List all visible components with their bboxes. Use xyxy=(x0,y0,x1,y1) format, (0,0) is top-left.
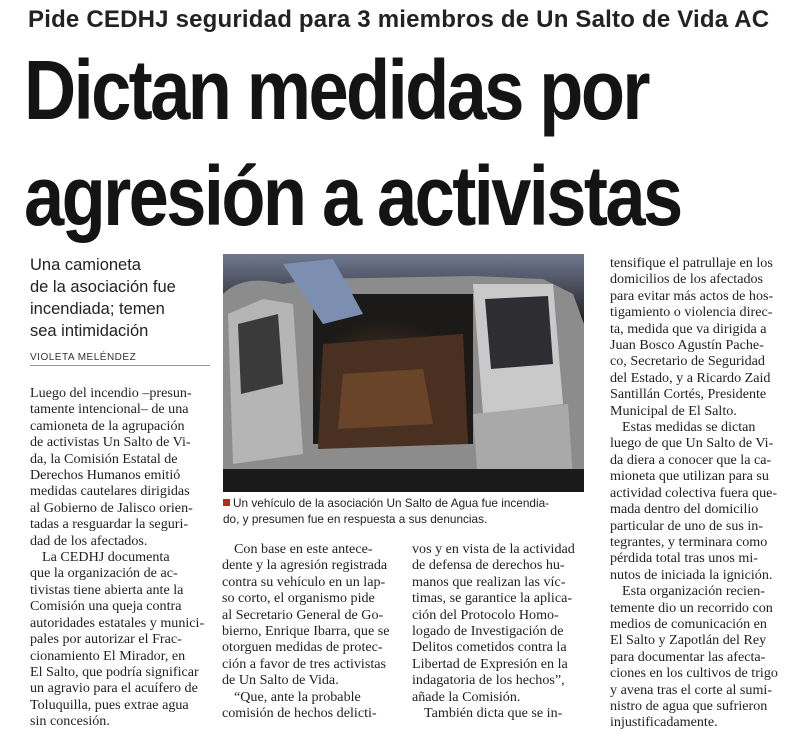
text-line: “Que, ante la probable xyxy=(234,688,361,705)
caption-line: Un vehículo de la asociación Un Salto de Agua fue incendia- xyxy=(223,495,593,511)
text-line: manos que realizan las víc- xyxy=(412,573,566,590)
text-line: indagatoria de los hechos”, xyxy=(412,672,565,689)
text-line: actividad colectiva fuera que- xyxy=(610,484,778,501)
text-line: medidas cautelares dirigidas xyxy=(30,483,190,500)
text-line: pérdida total tras unos mi- xyxy=(610,550,758,567)
caption-line: do, y presumen fue en respuesta a sus denuncias. xyxy=(223,512,488,526)
text-line: para evitar más actos de hos- xyxy=(610,287,774,304)
text-line: ción del Protocolo Homo- xyxy=(412,606,559,623)
text-line: Estas medidas se dictan xyxy=(622,419,756,436)
byline: VIOLETA MELÉNDEZ xyxy=(30,352,210,366)
text-line: nutos de iniciada la ignición. xyxy=(610,566,773,583)
subhead-line: de la asociación fue xyxy=(30,278,176,296)
text-line: La CEDHJ documenta xyxy=(42,549,170,566)
text-line: domicilios de los afectados xyxy=(610,271,764,288)
subhead-line: Una camioneta xyxy=(30,256,141,274)
text-line: medios de comunicación en xyxy=(610,615,767,632)
text-line: injustificadamente. xyxy=(610,714,718,731)
text-line: Con base en este antece- xyxy=(234,541,373,557)
text-line: mada dentro del domicilio xyxy=(610,501,759,518)
text-line: nistro de agua que sufrieron xyxy=(610,697,768,714)
text-line: luego de que Un Salto de Vi- xyxy=(610,435,774,452)
text-line: sin concesión. xyxy=(30,713,110,730)
text-line: El Salto y Zapotlán del Rey xyxy=(610,632,767,649)
text-line: de defensa de derechos hu- xyxy=(412,557,565,574)
text-line: autoridades estatales y munici- xyxy=(30,614,205,631)
headline-line-2: agresión a activistas xyxy=(24,149,681,243)
text-line: Luego del incendio –presun- xyxy=(30,385,192,401)
text-line: añade la Comisión. xyxy=(412,688,521,705)
text-line: otorguen medidas de protec- xyxy=(222,639,383,656)
text-line: camioneta de la agrupación xyxy=(30,417,185,434)
text-line: Libertad de Expresión en la xyxy=(412,655,568,672)
text-line: co, Secretario de Seguridad xyxy=(610,353,765,370)
text-line: Toluquilla, pues extrae agua xyxy=(30,696,189,713)
article-column-2 xyxy=(222,541,390,721)
text-line: del Estado, y a Ricardo Zaid xyxy=(610,369,771,386)
text-line: que la organización de ac- xyxy=(30,565,178,582)
text-line: un agravio para el acuífero de xyxy=(30,680,198,697)
headline-line-1: Dictan medidas por xyxy=(24,43,648,137)
text-line: timas, se garantice la aplica- xyxy=(412,590,573,607)
text-line: tegrantes, y terminara como xyxy=(610,533,768,550)
text-line: para documentar las afecta- xyxy=(610,648,766,665)
text-line: Esta organización recien- xyxy=(622,583,765,600)
text-line: Municipal de El Salto. xyxy=(610,402,737,419)
text-line: Delitos cometidos contra la xyxy=(412,639,567,656)
subhead-line: sea intimidación xyxy=(30,322,149,340)
text-line: tamente intencional– de una xyxy=(30,401,189,418)
text-line: tadas a resguardar la seguri- xyxy=(30,516,189,533)
text-line: vos y en vista de la actividad xyxy=(412,541,575,557)
article-column-3 xyxy=(412,541,575,721)
text-line: logado de Investigación de xyxy=(412,623,564,640)
text-line: da diera a conocer que la ca- xyxy=(610,451,772,468)
text-line: particular de uno de sus in- xyxy=(610,517,764,534)
text-line: tivistas tiene abierta ante la xyxy=(30,581,184,598)
text-line: mioneta que utilizan para su xyxy=(610,468,769,485)
caption-marker-icon xyxy=(223,499,230,506)
burned-truck-photo xyxy=(223,254,584,492)
text-line: Santillán Cortés, Presidente xyxy=(610,386,767,403)
text-line: contra su vehículo en un lap- xyxy=(222,573,386,590)
text-line: dente y la agresión registrada xyxy=(222,557,388,574)
text-line: pales por autorizar el Frac- xyxy=(30,631,182,648)
text-line: Comisión una queja contra xyxy=(30,598,182,615)
text-line: al Secretario General de Go- xyxy=(222,606,384,623)
text-line: de activistas Un Salto de Vi- xyxy=(30,434,191,451)
text-line: y avena tras el corte al sumi- xyxy=(610,681,773,698)
text-line: ciones en los cultivos de trigo xyxy=(610,665,778,682)
text-line: al Gobierno de Jalisco orien- xyxy=(30,499,193,516)
text-line: ción a favor de tres activistas xyxy=(222,655,386,672)
article-column-1 xyxy=(30,385,204,730)
kicker-heading: Pide CEDHJ seguridad para 3 miembros de Un Salto de Vida AC xyxy=(28,6,770,33)
text-line: También dicta que se in- xyxy=(424,705,563,722)
text-line: temente dio un recorrido con xyxy=(610,599,773,616)
text-line: da, la Comisión Estatal de xyxy=(30,450,178,467)
text-line: Derechos Humanos emitió xyxy=(30,467,181,484)
subhead-line: incendiada; temen xyxy=(30,300,165,318)
text-line: so corto, el organismo pide xyxy=(222,590,375,607)
photo-caption xyxy=(223,495,593,527)
text-line: tigamiento o violencia direc- xyxy=(610,304,773,321)
text-line: tensifique el patrullaje en los xyxy=(610,255,773,271)
subheadline xyxy=(30,254,210,342)
text-line: ta, medida que va dirigida a xyxy=(610,320,767,337)
text-line: bierno, Enrique Ibarra, que se xyxy=(222,623,390,640)
text-line: Juan Bosco Agustín Pache- xyxy=(610,337,764,354)
text-line: comisión de hechos delicti- xyxy=(222,705,377,722)
text-line: dad de los afectados. xyxy=(30,532,148,549)
text-line: de Un Salto de Vida. xyxy=(222,672,339,689)
text-line: El Salto, que podría significar xyxy=(30,663,199,680)
text-line: cionamiento El Mirador, en xyxy=(30,647,186,664)
article-column-4 xyxy=(610,255,778,731)
